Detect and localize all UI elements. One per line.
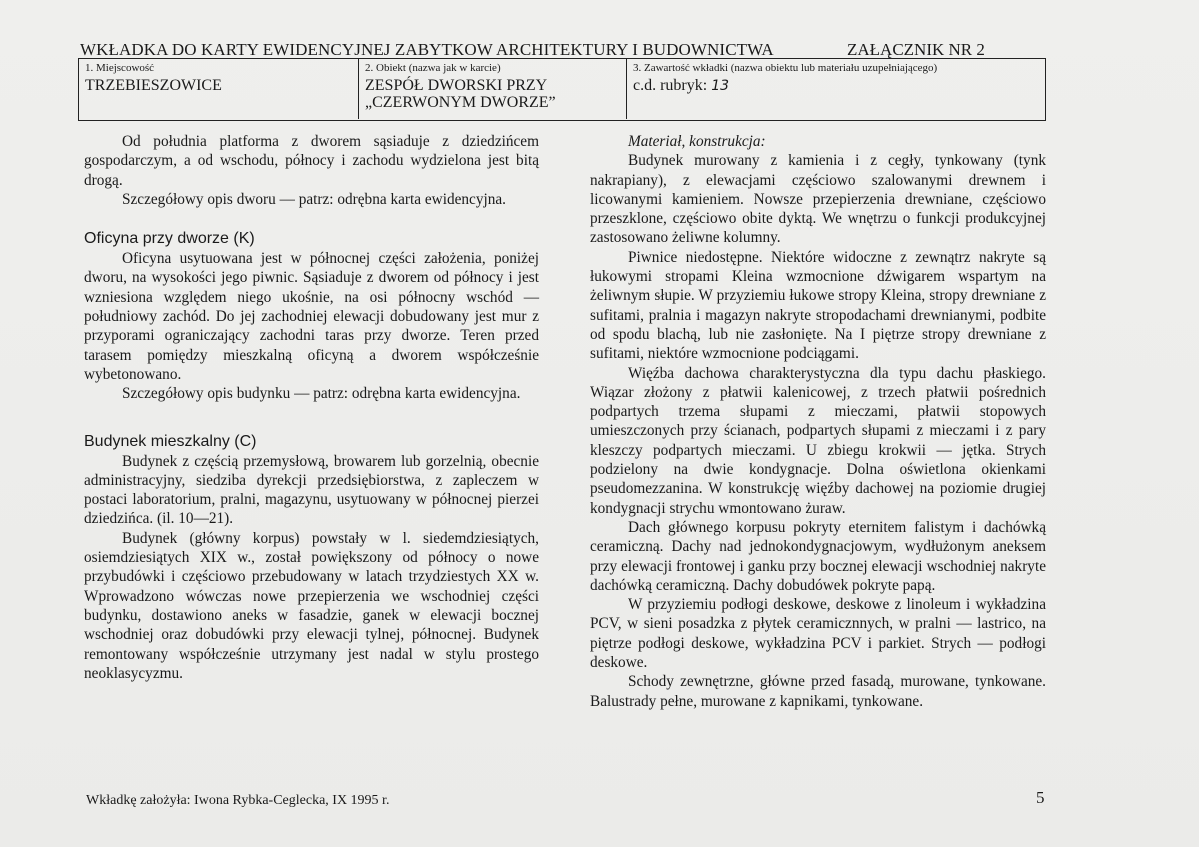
material-paragraph-4: Dach głównego korpusu pokryty eternitem falistym i dachówką ceramiczną. Dachy nad jednokondygnacjowym, wydłużonym aneksem przy elewacji frontowej i ganku przy bocznej elewacji wschodniej nakryte dachówką ceramiczną. Dachy dobudówek pokryte papą. <box>590 518 1046 594</box>
header-table <box>78 59 1046 121</box>
section-heading-budynek: Budynek mieszkalny (C) <box>84 432 257 450</box>
material-paragraph-2: Piwnice niedostępne. Niektóre widoczne z zewnątrz nakryte są łukowymi stropami Kleina wzmocnione dźwigarem wspartym na żeliwnym słupie. W przyziemiu łukowe stropy Kleina, stropy drewniane z sufitami, pralnia i magazyn nakryte stropodachami drewnianymi, podbite od spodu blachą, lub nie zasłonięte. Na I piętrze stropy drewniane z sufitami, niektóre wzmocnione podciągami. <box>590 248 1046 363</box>
contents-value <box>633 77 1039 95</box>
material-paragraph-1: Budynek murowany z kamienia i z cegły, tynkowany (tynk nakrapiany), z elewacjami częściowo szalowanymi drewnem i licowanymi kamieniem. Nowsze przepierzenia drewniane, częściowo przeszklone, częściowo obite dyktą. We wnętrzu o funkcji produkcyjnej zastosowano żeliwne kolumny. <box>590 152 1046 247</box>
material-paragraph-6: Schody zewnętrzne, główne przed fasadą, murowane, tynkowane. Balustrady pełne, murowane z kapnikami, tynkowane. <box>590 673 1046 710</box>
left-column <box>84 132 539 683</box>
object-label: 2. Obiekt (nazwa jak w karcie) <box>365 62 501 74</box>
page-number: 5 <box>1036 788 1045 807</box>
intro-paragraph-1: Od południa platforma z dworem sąsiaduje z dziedzińcem gospodarczym, a od wschodu, północy i zachodu wydzielona jest bitą drogą. <box>84 133 539 189</box>
oficyna-paragraph-2: Szczegółowy opis budynku — patrz: odrębna karta ewidencyjna. <box>122 385 521 403</box>
contents-label: 3. Zawartość wkładki (nazwa obiektu lub materiału uzupełniającego) <box>633 62 938 74</box>
object-cell <box>359 59 627 119</box>
footer-author: Wkładkę założyła: Iwona Rybka-Ceglecka, IX 1995 r. <box>86 793 390 808</box>
locality-cell <box>79 59 359 119</box>
object-value-line-2: „CZERWONYM DWORZE” <box>365 94 556 111</box>
budynek-paragraph-1: Budynek z częścią przemysłową, browarem lub gorzelnią, obecnie administracyjny, siedziba dyrekcji przedsiębiorstwa, z zapleczem w postaci laboratorium, pralni, magazynu, usytuowany w północnej pierzei dziedzińca. (il. 10—21). <box>84 452 539 528</box>
oficyna-paragraph-1: Oficyna usytuowana jest w północnej części założenia, poniżej dworu, na wysokości jego piwnic. Sąsiaduje z dworem od północy i jest wzniesiona względem niego ukośnie, na osi północny wschód — południowy zachód. Do jej zachodniej elewacji dobudowany jest mur z przyporami ograniczający zachodni taras przy dworze. Teren przed tarasem pomiędzy mieszkalną oficyną a dworem współcześnie wybetonowano. <box>84 250 539 383</box>
material-paragraph-5: W przyziemiu podłogi deskowe, deskowe z linoleum i wykładzina PCV, w sieni posadzka z płytek ceramicznnych, w pralni — lastrico, na piętrze podłogi deskowe, wykładzina PCV i parkiet. Strych — podłogi deskowe. <box>590 596 1046 672</box>
contents-value-prefix: c.d. rubryk: <box>633 77 708 94</box>
section-heading-oficyna: Oficyna przy dworze (K) <box>84 230 255 248</box>
material-paragraph-3: Więźba dachowa charakterystyczna dla typu dachu płaskiego. Wiązar złożony z płatwii kalenicowej, z trzech płatwii pośrednich podpartych trzema słupami z mieczami, płatwii stopowych umieszczonych przy ścianach, podpartych słupami z mieczami i z pary kleszczy podpartych mieczami. U zbiegu krokwii — jętka. Strych podzielony na dwie kondygnacje. Dolna oświetlona okienkami pseudomezzanina. W konstrukcję więźby dachowej na poziomie drugiej kondygnacji strychu wmontowano żuraw. <box>590 364 1046 517</box>
annex-label: ZAŁĄCZNIK NR 2 <box>847 40 985 59</box>
document-title: WKŁADKA DO KARTY EWIDENCYJNEJ ZABYTKOW ARCHITEKTURY I BUDOWNICTWA <box>80 40 774 59</box>
object-value-line-1: ZESPÓŁ DWORSKI PRZY <box>365 77 548 94</box>
contents-cell <box>627 59 1045 119</box>
budynek-paragraph-2: Budynek (główny korpus) powstały w l. siedemdziesiątych, osiemdziesiątych XIX w., został powiększony od północy o nowe przybudówki i częściowo przebudowany w latach trzydziestych XX w. Wprowadzono wówczas nowe przepierzenia we wschodniej części budynku, dostawiono aneks w fasadzie, ganek w elewacji bocznej wschodniej oraz dobudówki przy elewacji tylnej, północnej. Budynek remontowany współcześnie utrzymany jest nadal w stylu prostego neoklasycyzmu. <box>84 529 539 682</box>
material-heading: Materiał, konstrukcja: <box>628 133 766 150</box>
handwritten-number: 13 <box>711 78 730 94</box>
intro-paragraph-2: Szczegółowy opis dworu — patrz: odrębna karta ewidencyjna. <box>122 190 506 208</box>
locality-label: 1. Miejscowość <box>85 62 155 74</box>
locality-value: TRZEBIESZOWICE <box>85 77 222 94</box>
right-column <box>590 132 1046 711</box>
